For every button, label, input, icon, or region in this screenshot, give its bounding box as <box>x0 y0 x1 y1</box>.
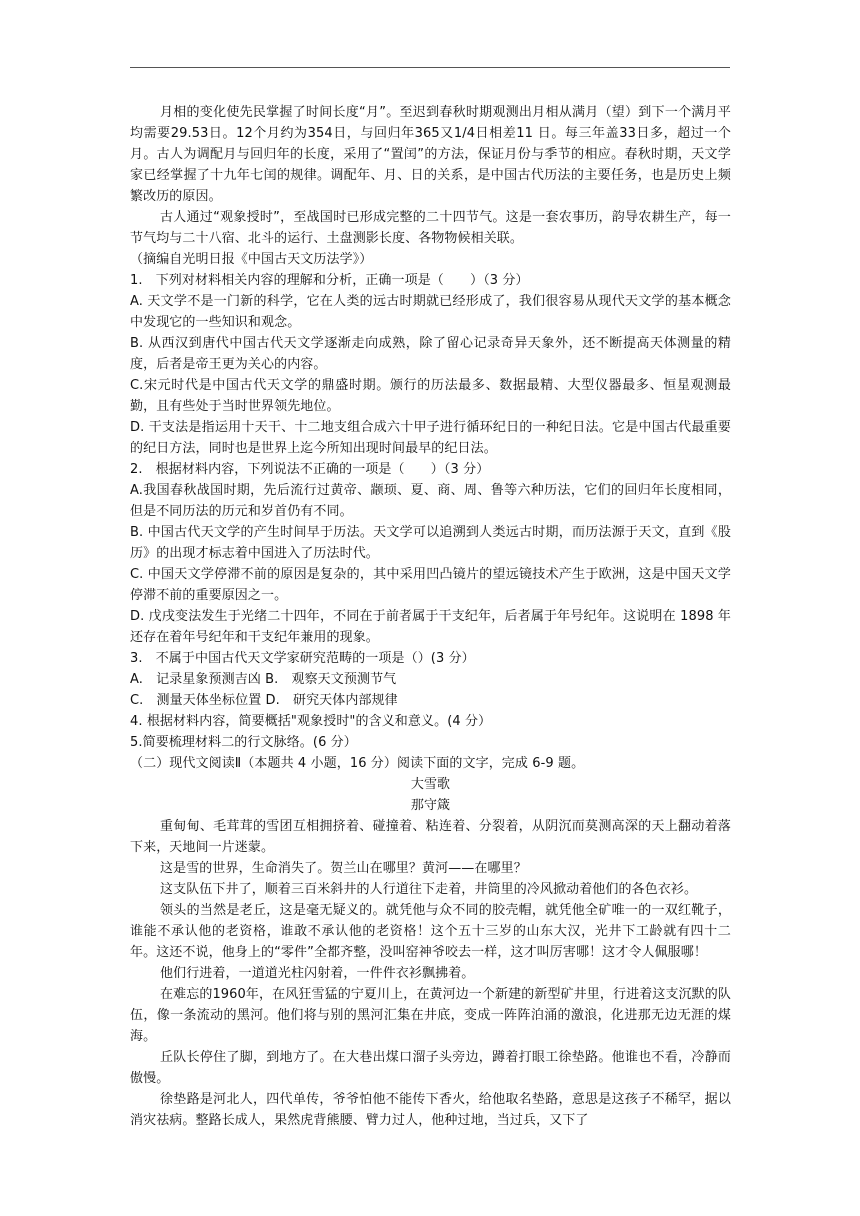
story-paragraph: 这支队伍下井了，顺着三百米斜井的人行道往下走着，井筒里的冷风掀动着他们的各色衣衫。 <box>160 882 698 897</box>
question-option: A.我国春秋战国时期，先后流行过黄帝、颛顼、夏、商、周、鲁等六种历法，它们的回归年长度相同，但是不同历法的历元和岁首仍有不同。 <box>130 483 731 519</box>
question-option: C.宋元时代是中国古代天文学的鼎盛时期。颁行的历法最多、数据最精、大型仪器最多、恒星观测最勤，且有些处于当时世界领先地位。 <box>130 378 731 414</box>
story-paragraph: 这是雪的世界，生命消失了。贺兰山在哪里？黄河——在哪里？ <box>160 861 527 876</box>
question-option: C. 中国天文学停滞不前的原因是复杂的，其中采用凹凸镜片的望远镜技术产生于欧洲，这是中国天文学停滞不前的重要原因之一。 <box>130 567 731 603</box>
story-title: 大雪歌 <box>410 777 451 792</box>
story-paragraph: 在难忘的1960年，在风狂雪猛的宁夏川上，在黄河边一个新建的新型矿井里，行进着这支沉默的队伍，像一条流动的黑河。他们将与别的黑河汇集在井底，变成一阵阵泊涌的激浪，化进那无边无涯的煤海。 <box>130 987 731 1044</box>
question-stem: 2. 根据材料内容，下列说法不正确的一项是（ ）（3 分） <box>130 462 490 477</box>
question-stem: 3. 不属于中国古代天文学家研究范畴的一项是（）(3 分） <box>130 651 475 666</box>
question-stem: 5.简要梳理材料二的行文脉络。(6 分） <box>130 735 357 750</box>
story-paragraph: 丘队长停住了脚，到地方了。在大巷出煤口溜子头旁边，蹲着打眼工徐垫路。他谁也不看，冷静而傲慢。 <box>130 1050 731 1086</box>
source-note: （摘编自光明日报《中国古天文历法学》） <box>130 252 373 267</box>
document-body <box>130 102 731 1131</box>
story-paragraph: 徐垫路是河北人，四代单传，爷爷怕他不能传下香火，给他取名垫路，意思是这孩子不稀罕，据以消灾祛病。整路长成人，果然虎背熊腰、臂力过人，他种过地，当过兵，又下了 <box>130 1092 731 1128</box>
story-author: 那守箴 <box>410 798 451 813</box>
question-option: B. 从西汉到唐代中国古代天文学逐渐走向成熟，除了留心记录奇异天象外，还不断提高天体测量的精度，后者是帝王更为关心的内容。 <box>130 336 731 372</box>
material-paragraph: 月相的变化使先民掌握了时间长度“月”。至迟到春秋时期观测出月相从满月（望）到下一个满月平均需要29.53日。12个月约为354日，与回归年365又1/4日相差11 日。每三年盖33日多，超过一个月。古人为调配月与回归年的长度，采用了“置闰”的方法，保证月份与季节的相应。春秋时期，天文学家已经掌握了十九年七闰的规律。调配年、月、日的关系，是中国古代历法的主要任务，也是历史上频繁改历的原因。 <box>130 105 731 204</box>
story-paragraph: 他们行进着，一道道光柱闪射着，一件件衣衫飘拂着。 <box>160 966 475 981</box>
question-stem: 4. 根据材料内容，简要概括"观象授时"的含义和意义。(4 分） <box>130 714 492 729</box>
question-option: A. 记录星象预测吉凶 B. 观察天文预测节气 <box>130 672 397 687</box>
question-option: A. 天文学不是一门新的科学，它在人类的远古时期就已经形成了，我们很容易从现代天文学的基本概念中发现它的一些知识和观念。 <box>130 294 731 330</box>
story-paragraph: 重甸甸、毛茸茸的雪团互相拥挤着、碰撞着、粘连着、分裂着，从阴沉而莫测高深的天上翻动着落下来，天地间一片迷蒙。 <box>130 819 731 855</box>
question-option: B. 中国古代天文学的产生时间早于历法。天文学可以追溯到人类远古时期，而历法源于天文，直到《股历》的出现才标志着中国进入了历法时代。 <box>130 525 731 561</box>
question-option: D. 干支法是指运用十天干、十二地支组合成六十甲子进行循环纪日的一种纪日法。它是中国古代最重要的纪日方法，同时也是世界上迄今所知出现时间最早的纪日法。 <box>130 420 731 456</box>
question-option: D. 戊戌变法发生于光绪二十四年，不同在于前者属于干支纪年，后者属于年号纪年。这说明在 1898 年还存在着年号纪年和干支纪年兼用的现象。 <box>130 609 731 645</box>
story-paragraph: 领头的当然是老丘，这是毫无疑义的。就凭他与众不同的胶壳帽，就凭他全矿唯一的一双红靴子，谁能不承认他的老资格，谁敢不承认他的老资格！这个五十三岁的山东大汉，光井下工龄就有四十二年。这还不说，他身上的“零件”全都齐整，没叫窑神爷咬去一样，这才叫厉害哪！这才令人佩服哪！ <box>130 903 731 960</box>
header-rule <box>130 67 730 68</box>
section-heading: （二）现代文阅读Ⅱ（本题共 4 小题，16 分）阅读下面的文字，完成 6-9 题。 <box>130 756 585 771</box>
question-option: C. 测量天体坐标位置 D. 研究天体内部规律 <box>130 693 398 708</box>
question-stem: 1. 下列对材料相关内容的理解和分析，正确一项是（ ）（3 分） <box>130 273 529 288</box>
material-paragraph: 古人通过“观象授时”，至战国时已形成完整的二十四节气。这是一套农事历，韵导农耕生产，每一节气均与二十八宿、北斗的运行、土盘测影长度、各物物候相关联。 <box>130 210 731 246</box>
